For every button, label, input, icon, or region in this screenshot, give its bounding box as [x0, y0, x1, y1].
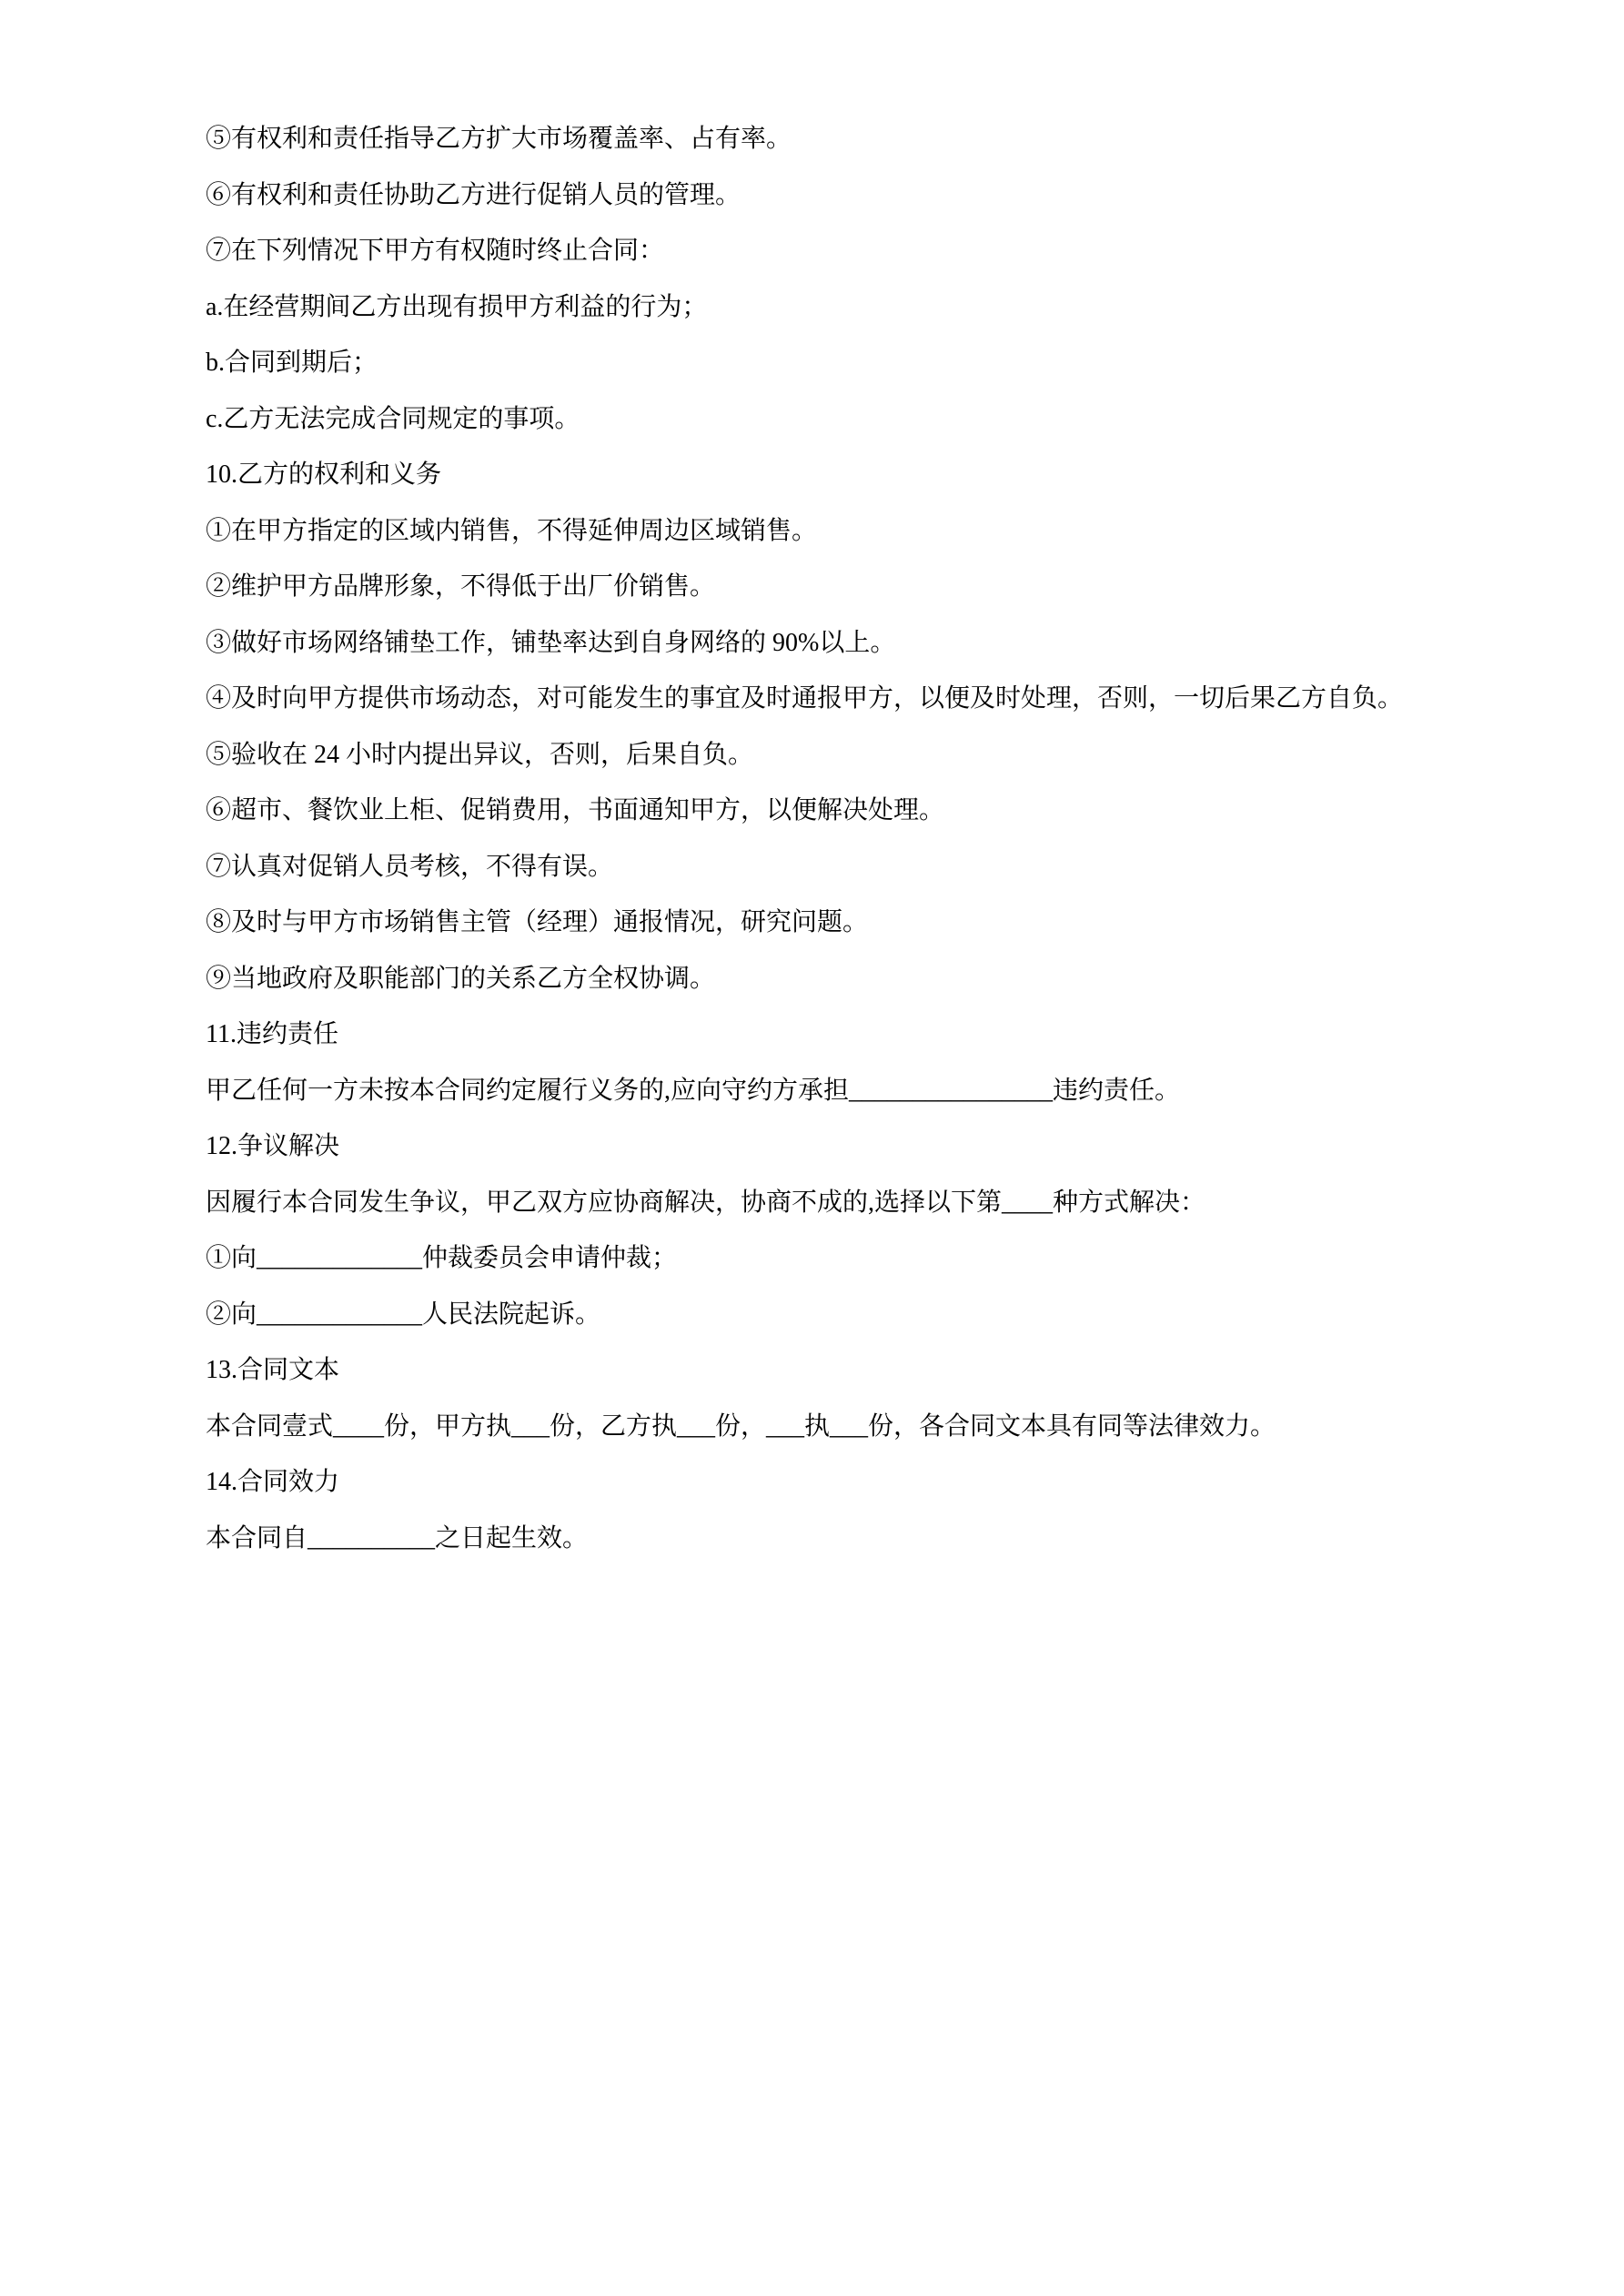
contract-clause: ⑤有权利和责任指导乙方扩大市场覆盖率、占有率。 [206, 125, 792, 153]
contract-clause: 因履行本合同发生争议，甲乙双方应协商解决，协商不成的,选择以下第____种方式解决： [206, 1188, 1206, 1217]
contract-clause: ②维护甲方品牌形象，不得低于出厂价销售。 [206, 572, 716, 601]
section-heading: 11.违约责任 [206, 1020, 338, 1048]
contract-subclause: a.在经营期间乙方出现有损甲方利益的行为； [206, 292, 708, 321]
contract-clause: 本合同壹式____份，甲方执___份，乙方执___份，___执___份，各合同文本具有同等法律效力。 [206, 1411, 1276, 1441]
section-heading: 14.合同效力 [206, 1468, 340, 1496]
contract-subclause: c.乙方无法完成合同规定的事项。 [206, 404, 580, 433]
contract-clause: ⑧及时与甲方市场销售主管（经理）通报情况，研究问题。 [206, 908, 869, 936]
contract-clause: ⑥有权利和责任协助乙方进行促销人员的管理。 [206, 180, 741, 209]
contract-clause: ①在甲方指定的区域内销售，不得延伸周边区域销售。 [206, 516, 818, 545]
contract-clause: ⑦在下列情况下甲方有权随时终止合同： [206, 237, 665, 265]
contract-clause: ⑦认真对促销人员考核，不得有误。 [206, 852, 614, 881]
section-heading: 10.乙方的权利和义务 [206, 460, 442, 489]
contract-clause: 甲乙任何一方未按本合同约定履行义务的,应向守约方承担________________违约责任。 [206, 1076, 1181, 1105]
contract-clause: ⑤验收在 24 小时内提出异议，否则，后果自负。 [206, 740, 754, 769]
section-heading: 13.合同文本 [206, 1356, 340, 1384]
contract-clause: ②向_____________人民法院起诉。 [206, 1300, 601, 1329]
contract-subclause: b.合同到期后； [206, 349, 378, 377]
contract-clause: ④及时向甲方提供市场动态，对可能发生的事宜及时通报甲方，以便及时处理，否则，一切后果乙方自负。 [206, 684, 1404, 713]
section-heading: 12.争议解决 [206, 1132, 340, 1160]
contract-clause: ⑥超市、餐饮业上柜、促销费用，书面通知甲方，以便解决处理。 [206, 796, 945, 824]
contract-clause: ⑨当地政府及职能部门的关系乙方全权协调。 [206, 964, 716, 993]
contract-clause: 本合同自__________之日起生效。 [206, 1523, 589, 1553]
contract-clause: ①向_____________仲裁委员会申请仲裁； [206, 1244, 678, 1272]
contract-clause: ③做好市场网络铺垫工作，铺垫率达到自身网络的 90%以上。 [206, 628, 896, 657]
